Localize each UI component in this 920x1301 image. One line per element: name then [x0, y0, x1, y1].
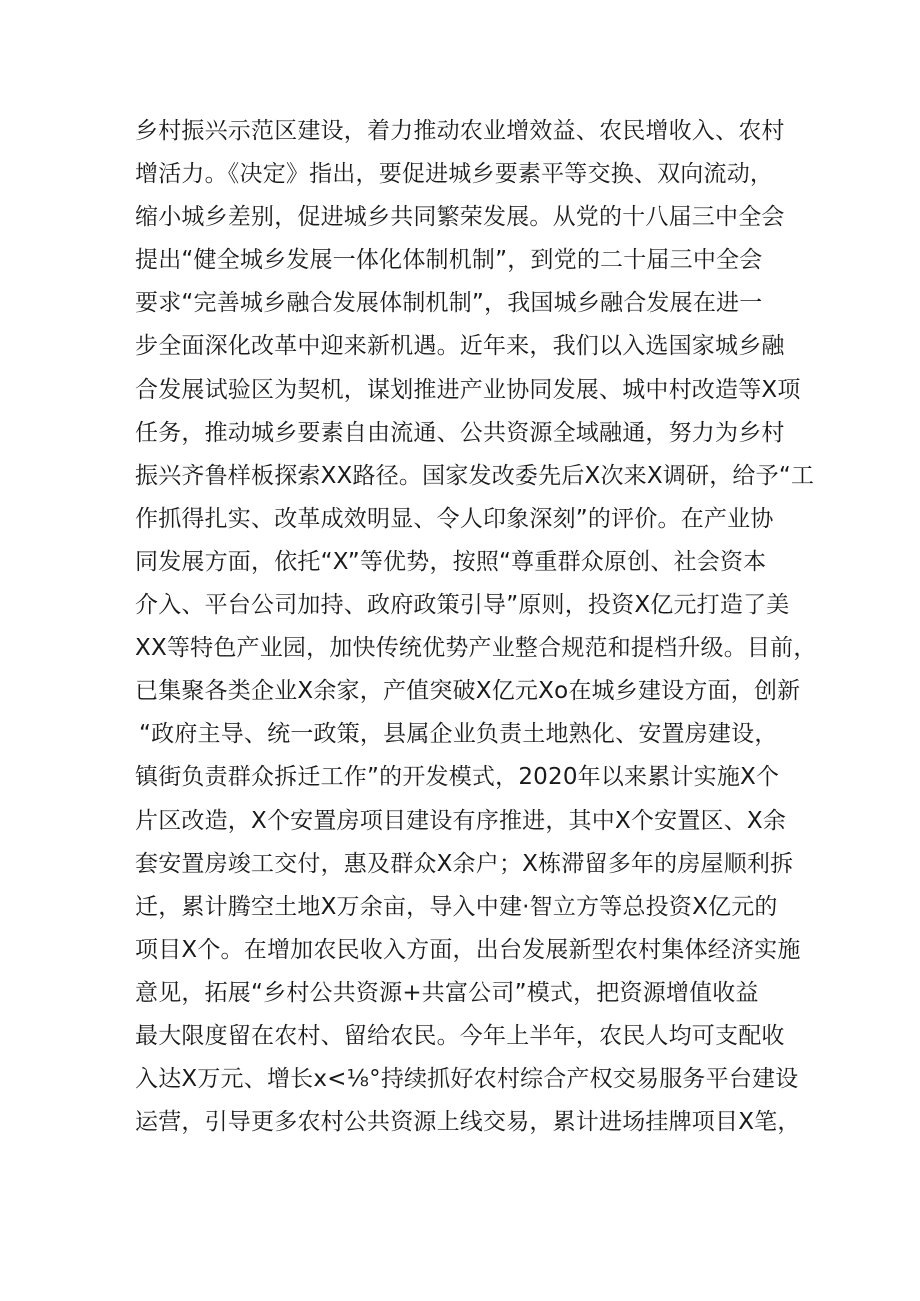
text-line: 已集聚各类企业X余家，产值突破X亿元Xo在城乡建设方面，创新 — [135, 678, 801, 705]
text-line: “政府主导、统一政策，县属企业负责土地熟化、安置房建设， — [139, 721, 778, 748]
text-line: 作抓得扎实、改革成效明显、令人印象深刻”的评价。在产业协 — [135, 505, 774, 532]
text-line: 套安置房竣工交付，惠及群众X余户；X栋滞留多年的房屋顺利拆 — [135, 850, 794, 877]
text-line: 要求“完善城乡融合发展体制机制”，我国城乡融合发展在进一 — [135, 290, 763, 317]
text-line: 迁，累计腾空土地X万余亩，导入中建·智立方等总投资X亿元的 — [135, 893, 778, 920]
text-line: 项目X个。在增加农民收入方面，出台发展新型农村集体经济实施 — [135, 936, 801, 963]
text-line: 介入、平台公司加持、政府政策引导”原则，投资X亿元打造了美 — [135, 592, 790, 619]
text-line: 缩小城乡差别，促进城乡共同繁荣发展。从党的十八届三中全会 — [135, 204, 785, 231]
text-line: 入达X万元、增长x<⅛°持续抓好农村综合产权交易服务平台建设 — [135, 1066, 799, 1093]
text-line: 任务，推动城乡要素自由流通、公共资源全域融通，努力为乡村 — [135, 419, 785, 446]
text-line: 最大限度留在农村、留给农民。今年上半年，农民人均可支配收 — [135, 1022, 785, 1049]
text-line: 片区改造，X个安置房项目建设有序推进，其中X个安置区、X余 — [135, 807, 787, 834]
text-line: 镇街负责群众拆迁工作”的开发模式，2020年以来累计实施X个 — [135, 764, 780, 791]
text-line: 同发展方面，依托“X”等优势，按照“尊重群众原创、社会资本 — [135, 548, 767, 575]
text-line: 乡村振兴示范区建设，着力推动农业增效益、农民增收入、农村 — [135, 118, 785, 144]
text-line: 振兴齐鲁样板探索XX路径。国家发改委先后X次来X调研，给予“工 — [135, 462, 815, 489]
text-line: 步全面深化改革中迎来新机遇。近年来，我们以入选国家城乡融 — [135, 333, 785, 360]
text-line: 提出“健全城乡发展一体化体制机制”，到党的二十届三中全会 — [135, 247, 763, 274]
text-line: 合发展试验区为契机，谋划推进产业协同发展、城中村改造等X项 — [135, 376, 801, 403]
text-line: 增活力。《决定》指出，要促进城乡要素平等交换、双向流动， — [135, 161, 774, 188]
text-line: 运营，引导更多农村公共资源上线交易，累计进场挂牌项目X笔， — [135, 1109, 801, 1136]
text-line: XX等特色产业园，加快传统优势产业整合规范和提档升级。目前， — [135, 635, 817, 662]
body-text — [135, 110, 817, 1144]
text-line: 意见，拓展“乡村公共资源+共富公司”模式，把资源增值收益 — [135, 979, 759, 1006]
